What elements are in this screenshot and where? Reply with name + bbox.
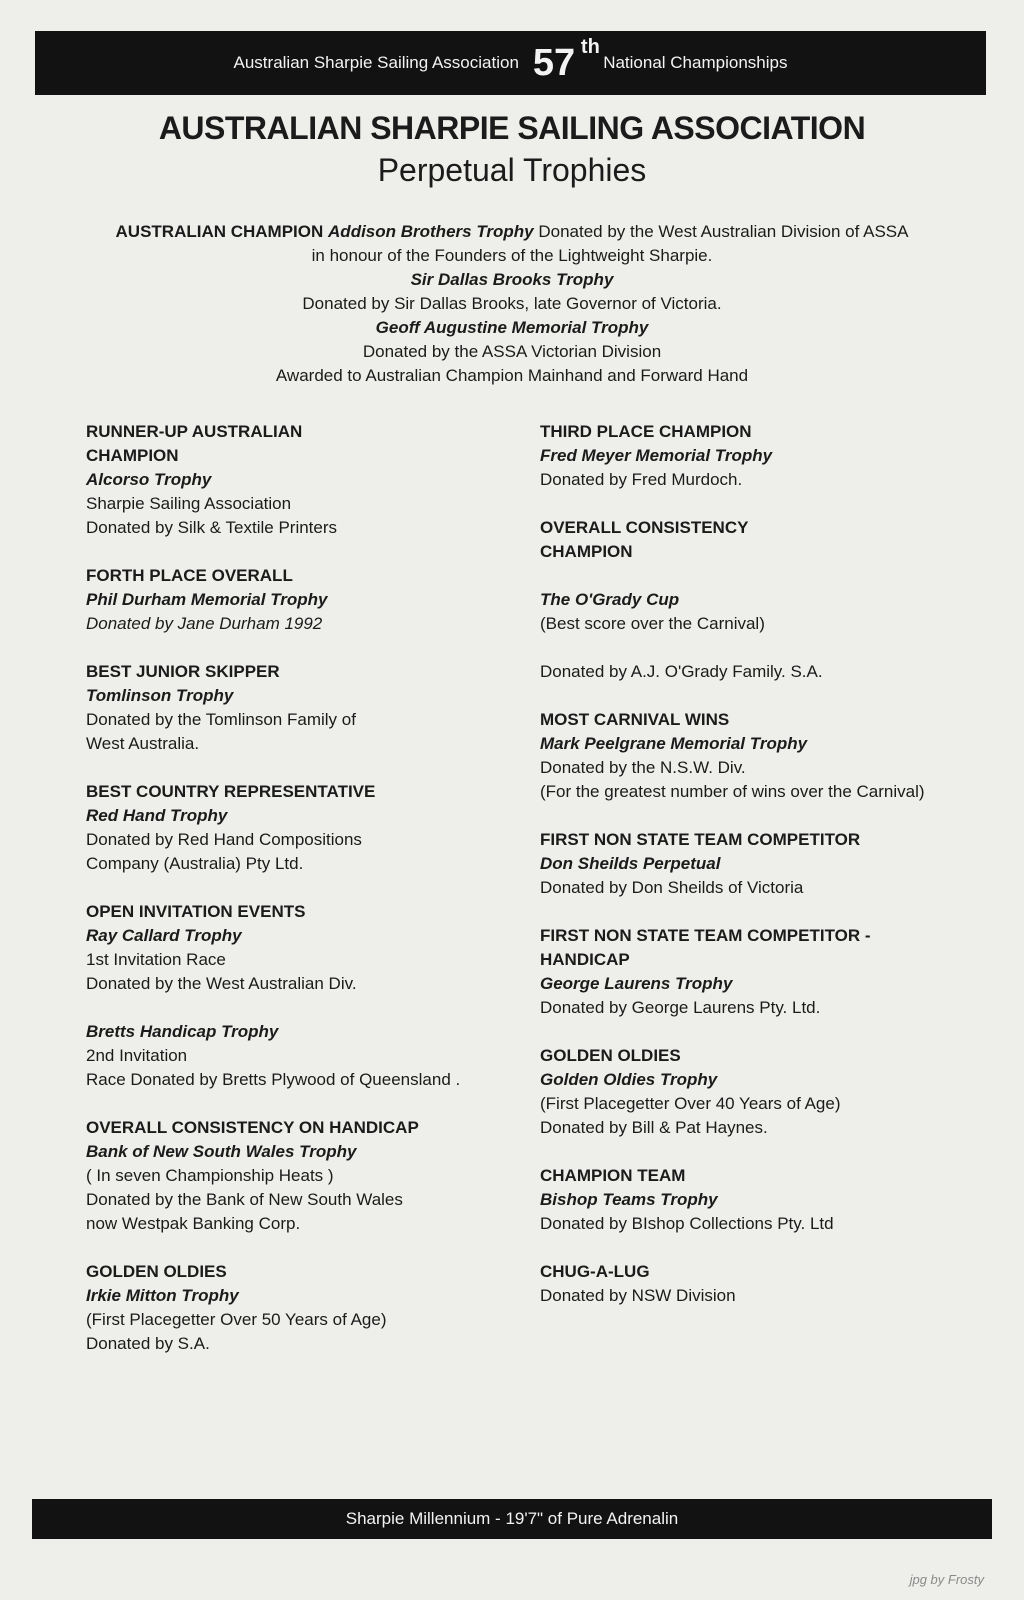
entry-trophy: George Laurens Trophy [540,974,733,993]
entry-line: (For the greatest number of wins over the Carnival) [540,782,925,801]
champion-trophy-2: Sir Dallas Brooks Trophy [410,270,614,289]
entry-trophy: The O'Grady Cup [540,590,680,609]
entry-heading: BEST JUNIOR SKIPPER [86,662,280,681]
trophy-entry-champion-team [540,1164,960,1236]
entry-line: Sharpie Sailing Association [86,494,292,513]
entry-trophy: Ray Callard Trophy [86,926,242,945]
entry-heading: OVERALL CONSISTENCY ON HANDICAP [86,1118,419,1137]
entry-heading: HANDICAP [540,950,630,969]
champion-trophy-1: Addison Brothers Trophy [328,222,534,241]
entry-line: Donated by BIshop Collections Pty. Ltd [540,1214,834,1233]
entry-heading: CHAMPION [540,542,633,561]
entry-heading: CHAMPION TEAM [540,1166,686,1185]
page-subtitle: Perpetual Trophies [377,152,647,188]
champion-donated-1b: in honour of the Founders of the Lightweight Sharpie. [311,246,713,265]
entry-line: ( In seven Championship Heats ) [86,1166,334,1185]
entry-heading: OPEN INVITATION EVENTS [86,902,306,921]
entry-heading: RUNNER-UP AUSTRALIAN [86,422,303,441]
entry-line: Company (Australia) Pty Ltd. [86,854,304,873]
entry-trophy: Bank of New South Wales Trophy [86,1142,357,1161]
entry-line: Race Donated by Bretts Plywood of Queensland . [86,1070,461,1089]
entry-line: Donated by the West Australian Div. [86,974,357,993]
entry-line: Donated by Jane Durham 1992 [86,614,323,633]
header-number [532,35,600,85]
champion-heading: AUSTRALIAN CHAMPION [115,222,324,241]
entry-line: Donated by S.A. [86,1334,210,1353]
entry-heading: GOLDEN OLDIES [540,1046,681,1065]
trophy-entry-golden-oldies-40 [540,1044,960,1140]
entry-line: Donated by the Bank of New South Wales [86,1190,403,1209]
entry-heading: OVERALL CONSISTENCY [540,518,749,537]
trophy-entry-golden-oldies-50 [86,1260,486,1356]
entry-line: Donated by Red Hand Compositions [86,830,362,849]
trophy-entry-bretts-handicap [86,1020,486,1092]
entry-trophy: Bishop Teams Trophy [540,1190,718,1209]
entry-line: (Best score over the Carnival) [540,614,765,633]
champion-donated-2: Donated by Sir Dallas Brooks, late Governor of Victoria. [302,294,722,313]
entry-line: Donated by NSW Division [540,1286,736,1305]
entry-line: West Australia. [86,734,200,753]
entry-line: Donated by Bill & Pat Haynes. [540,1118,768,1137]
footer-banner [32,1499,992,1539]
trophy-entry-open-invitation [86,900,486,996]
page-title: AUSTRALIAN SHARPIE SAILING ASSOCIATION [158,110,866,146]
image-credit: jpg by Frosty [909,1572,984,1587]
champion-donated-1a: Donated by the West Australian Division of ASSA [538,222,909,241]
left-column [86,420,486,1380]
entry-line: 1st Invitation Race [86,950,226,969]
footer-text: Sharpie Millennium - 19'7" of Pure Adrenalin [345,1509,679,1528]
entry-line: Donated by Don Sheilds of Victoria [540,878,804,897]
header-ordinal: th [580,35,600,58]
entry-heading: FORTH PLACE OVERALL [86,566,293,585]
australian-champion-section [100,220,924,388]
entry-heading: THIRD PLACE CHAMPION [540,422,752,441]
entry-trophy: Irkie Mitton Trophy [86,1286,239,1305]
entry-trophy: Mark Peelgrane Memorial Trophy [540,734,808,753]
right-column [540,420,960,1332]
trophy-entry-non-state-handicap [540,924,960,1020]
trophy-entry-junior-skipper [86,660,486,756]
entry-trophy: Golden Oldies Trophy [540,1070,718,1089]
entry-heading: CHUG-A-LUG [540,1262,650,1281]
champion-donated-3: Donated by the ASSA Victorian Division [362,342,662,361]
entry-heading: BEST COUNTRY REPRESENTATIVE [86,782,376,801]
champion-awarded: Awarded to Australian Champion Mainhand and Forward Hand [275,366,749,385]
entry-trophy: Phil Durham Memorial Trophy [86,590,328,609]
trophy-entry-third-place [540,420,960,492]
entry-trophy: Tomlinson Trophy [86,686,234,705]
trophy-entry-forth-place [86,564,486,636]
header-number-value: 57 [532,41,576,84]
entry-trophy: Fred Meyer Memorial Trophy [540,446,773,465]
header-championships: National Championships [603,53,788,72]
trophy-entry-chug-a-lug [540,1260,960,1308]
entry-heading: CHAMPION [86,446,179,465]
entry-trophy: Alcorso Trophy [86,470,212,489]
trophy-entry-runner-up [86,420,486,540]
trophy-entry-consistency-handicap [86,1116,486,1236]
entry-line: Donated by the Tomlinson Family of [86,710,356,729]
trophy-entry-carnival-wins [540,708,960,804]
entry-heading: GOLDEN OLDIES [86,1262,227,1281]
trophy-entry-non-state-team [540,828,960,900]
entry-heading: MOST CARNIVAL WINS [540,710,730,729]
entry-line: now Westpak Banking Corp. [86,1214,301,1233]
trophy-entry-overall-consistency [540,516,960,684]
header-banner [35,31,986,95]
entry-trophy: Red Hand Trophy [86,806,228,825]
entry-trophy: Don Sheilds Perpetual [540,854,721,873]
entry-line: Donated by A.J. O'Grady Family. S.A. [540,662,823,681]
entry-line: Donated by Fred Murdoch. [540,470,743,489]
header-org: Australian Sharpie Sailing Association [233,53,519,72]
entry-line: Donated by George Laurens Pty. Ltd. [540,998,821,1017]
entry-line: (First Placegetter Over 50 Years of Age) [86,1310,387,1329]
trophy-entry-country-rep [86,780,486,876]
entry-line: Donated by the N.S.W. Div. [540,758,746,777]
entry-line: (First Placegetter Over 40 Years of Age) [540,1094,841,1113]
entry-line: Donated by Silk & Textile Printers [86,518,338,537]
entry-line: 2nd Invitation [86,1046,188,1065]
champion-trophy-3: Geoff Augustine Memorial Trophy [375,318,649,337]
entry-heading: FIRST NON STATE TEAM COMPETITOR - [540,926,871,945]
entry-trophy: Bretts Handicap Trophy [86,1022,279,1041]
entry-heading: FIRST NON STATE TEAM COMPETITOR [540,830,861,849]
